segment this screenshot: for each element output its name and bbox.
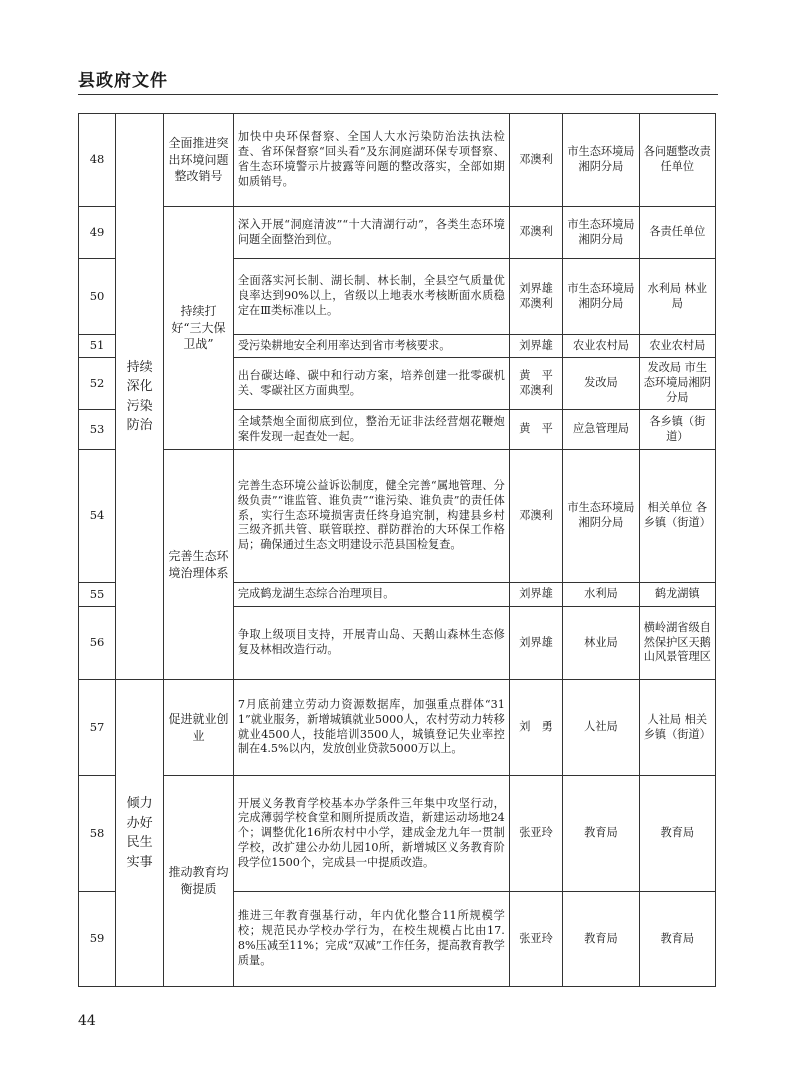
task-description: 出台碳达峰、碳中和行动方案，培养创建一批零碳机关、零碳社区方面典型。 bbox=[233, 358, 509, 410]
responsible-unit: 农业农村局 bbox=[639, 335, 715, 358]
task-description: 深入开展“洞庭清波”“十大清湖行动”，各类生态环境问题全面整治到位。 bbox=[233, 207, 509, 259]
task-description: 完善生态环境公益诉讼制度，健全完善“属地管理、分级负责”“谁监管、谁负责”“谁污染、谁负责”的责任体系，实行生态环境损害责任终身追究制，构建县乡村三级齐抓共管、联管联控、群防群治的大环保工作格局；确保通过生态文明建设示范县国检复查。 bbox=[233, 450, 509, 583]
header-divider bbox=[78, 94, 718, 95]
responsible-unit: 水利局 林业局 bbox=[639, 259, 715, 335]
lead-unit: 市生态环境局湘阴分局 bbox=[563, 450, 639, 583]
table-row bbox=[79, 114, 716, 207]
leader-name: 黄 平 bbox=[509, 410, 562, 450]
row-number: 58 bbox=[79, 776, 116, 892]
document-header-title: 县政府文件 bbox=[78, 71, 168, 91]
leader-name: 邓澳利 bbox=[509, 114, 562, 207]
table-row bbox=[79, 776, 716, 892]
responsible-unit: 各问题整改责任单位 bbox=[639, 114, 715, 207]
task-description: 全域禁炮全面彻底到位，整治无证非法经营烟花鞭炮案件发现一起查处一起。 bbox=[233, 410, 509, 450]
lead-unit: 教育局 bbox=[563, 892, 639, 987]
leader-name: 刘界雄 bbox=[509, 583, 562, 607]
leader-name: 邓澳利 bbox=[509, 450, 562, 583]
leader-name: 刘界雄 邓澳利 bbox=[509, 259, 562, 335]
responsible-unit: 教育局 bbox=[639, 776, 715, 892]
table-row bbox=[79, 450, 716, 583]
lead-unit: 发改局 bbox=[563, 358, 639, 410]
category-level2: 促进就业创业 bbox=[164, 680, 234, 776]
task-table bbox=[78, 113, 716, 987]
category-level2: 持续打好“三大保卫战” bbox=[164, 207, 234, 450]
lead-unit: 林业局 bbox=[563, 607, 639, 680]
task-description: 受污染耕地安全利用率达到省市考核要求。 bbox=[233, 335, 509, 358]
leader-name: 刘界雄 bbox=[509, 607, 562, 680]
row-number: 48 bbox=[79, 114, 116, 207]
row-number: 56 bbox=[79, 607, 116, 680]
lead-unit: 人社局 bbox=[563, 680, 639, 776]
responsible-unit: 人社局 相关乡镇（街道） bbox=[639, 680, 715, 776]
responsible-unit: 相关单位 各乡镇（街道） bbox=[639, 450, 715, 583]
lead-unit: 市生态环境局湘阴分局 bbox=[563, 259, 639, 335]
page-number: 44 bbox=[78, 1013, 96, 1029]
row-number: 57 bbox=[79, 680, 116, 776]
row-number: 54 bbox=[79, 450, 116, 583]
lead-unit: 教育局 bbox=[563, 776, 639, 892]
task-description: 7月底前建立劳动力资源数据库，加强重点群体“311”就业服务，新增城镇就业5000人，农村劳动力转移就业4500人，技能培训3500人，城镇登记失业率控制在4.5%以内，发放创业贷款5000万以上。 bbox=[233, 680, 509, 776]
row-number: 59 bbox=[79, 892, 116, 987]
category-level1: 持续深化污染防治 bbox=[116, 114, 164, 680]
leader-name: 张亚玲 bbox=[509, 892, 562, 987]
lead-unit: 应急管理局 bbox=[563, 410, 639, 450]
table-row bbox=[79, 680, 716, 776]
row-number: 52 bbox=[79, 358, 116, 410]
leader-name: 刘界雄 bbox=[509, 335, 562, 358]
responsible-unit: 各责任单位 bbox=[639, 207, 715, 259]
leader-name: 邓澳利 bbox=[509, 207, 562, 259]
lead-unit: 市生态环境局湘阴分局 bbox=[563, 114, 639, 207]
row-number: 53 bbox=[79, 410, 116, 450]
lead-unit: 水利局 bbox=[563, 583, 639, 607]
lead-unit: 农业农村局 bbox=[563, 335, 639, 358]
row-number: 51 bbox=[79, 335, 116, 358]
responsible-unit: 横岭湖省级自然保护区天鹅山风景管理区 bbox=[639, 607, 715, 680]
leader-name: 刘 勇 bbox=[509, 680, 562, 776]
category-level2: 全面推进突出环境问题整改销号 bbox=[164, 114, 234, 207]
leader-name: 黄 平 邓澳利 bbox=[509, 358, 562, 410]
task-description: 推进三年教育强基行动，年内优化整合11所规模学校；规范民办学校办学行为，在校生规模占比由17.8%压减至11%；完成“双减”工作任务，提高教育教学质量。 bbox=[233, 892, 509, 987]
row-number: 55 bbox=[79, 583, 116, 607]
task-description: 争取上级项目支持，开展青山岛、天鹅山森林生态修复及林相改造行动。 bbox=[233, 607, 509, 680]
lead-unit: 市生态环境局湘阴分局 bbox=[563, 207, 639, 259]
row-number: 49 bbox=[79, 207, 116, 259]
task-description: 完成鹤龙湖生态综合治理项目。 bbox=[233, 583, 509, 607]
category-level2: 推动教育均衡提质 bbox=[164, 776, 234, 987]
row-number: 50 bbox=[79, 259, 116, 335]
category-level1: 倾力办好民生实事 bbox=[116, 680, 164, 987]
task-description: 开展义务教育学校基本办学条件三年集中攻坚行动，完成薄弱学校食堂和厕所提质改造，新建运动场地24个；调整优化16所农村中小学，建成金龙九年一贯制学校，改扩建公办幼儿园10所，新增城区义务教育阶段学位1500个，完成县一中提质改造。 bbox=[233, 776, 509, 892]
category-level2: 完善生态环境治理体系 bbox=[164, 450, 234, 680]
table-row bbox=[79, 207, 716, 259]
leader-name: 张亚玲 bbox=[509, 776, 562, 892]
responsible-unit: 各乡镇（街道） bbox=[639, 410, 715, 450]
task-description: 加快中央环保督察、全国人大水污染防治法执法检查、省环保督察“回头看”及东洞庭湖环保专项督察、省生态环境警示片披露等问题的整改落实，全部如期如质销号。 bbox=[233, 114, 509, 207]
responsible-unit: 发改局 市生态环境局湘阴分局 bbox=[639, 358, 715, 410]
responsible-unit: 教育局 bbox=[639, 892, 715, 987]
task-description: 全面落实河长制、湖长制、林长制，全县空气质量优良率达到90%以上，省级以上地表水考核断面水质稳定在Ⅲ类标准以上。 bbox=[233, 259, 509, 335]
responsible-unit: 鹤龙湖镇 bbox=[639, 583, 715, 607]
